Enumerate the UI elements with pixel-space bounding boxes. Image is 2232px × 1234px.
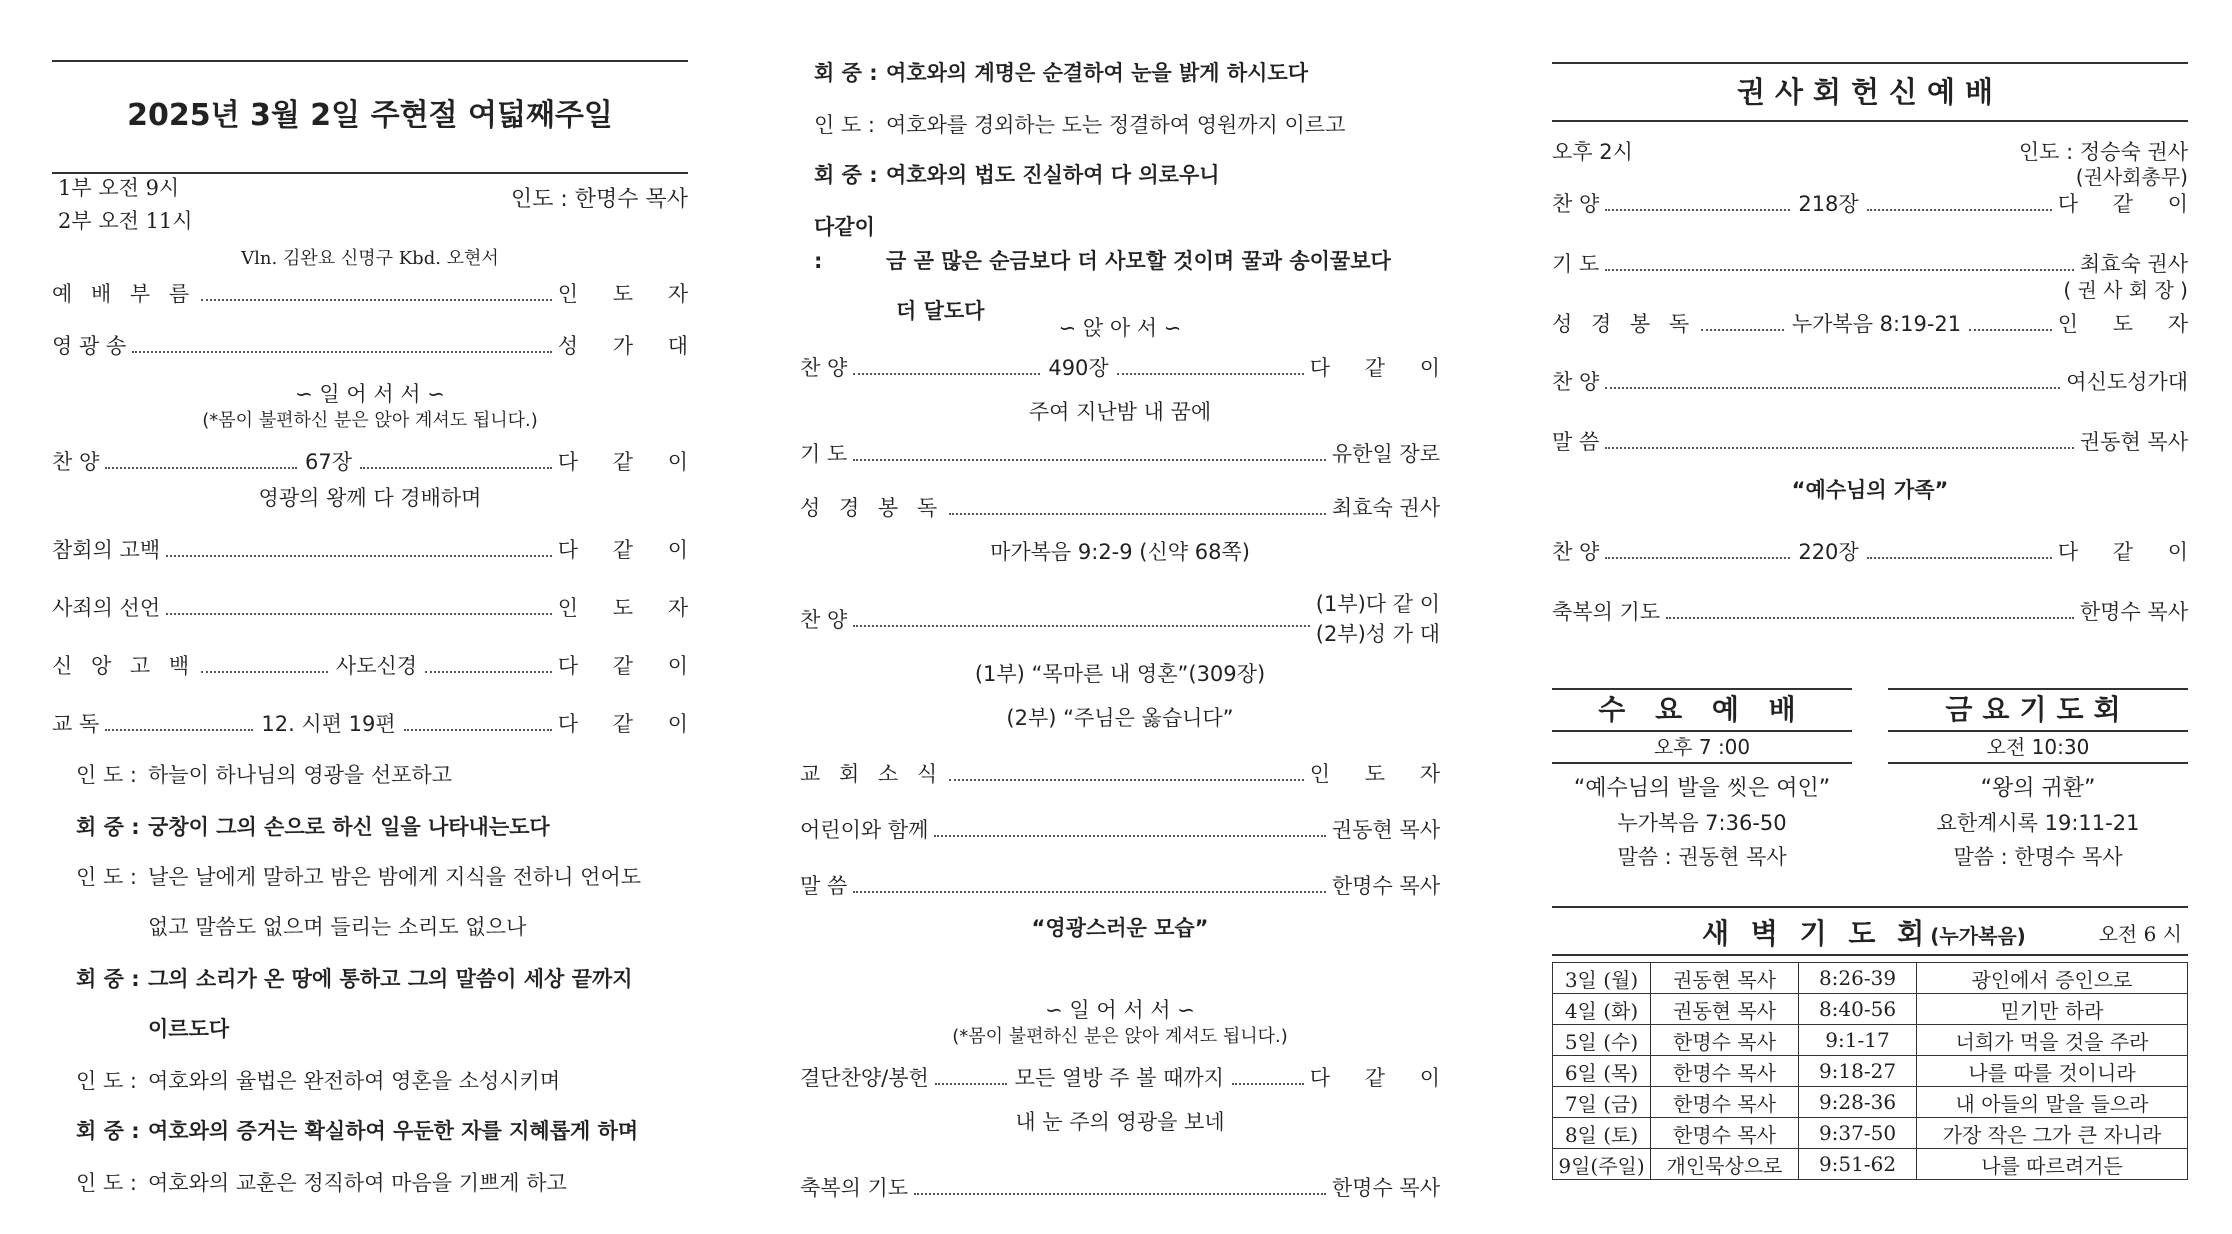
order-row-hymn2: 찬 양 (1부)다 같 이 (2부)성 가 대 <box>800 592 1440 646</box>
order-row-creed: 신 앙 고 백 사도신경 다 같 이 <box>52 654 703 678</box>
table-row <box>1553 1149 2188 1180</box>
service-time-2: 2부 오전 11시 <box>58 209 193 233</box>
friday-prayer-box: 금요기도회 오전 10:30 “왕의 귀환” 요한계시록 19:11-21 말씀 : 한명수 목사 <box>1888 688 2188 874</box>
stand-heading: ∽ 일 어 서 서 ∽ <box>295 382 445 406</box>
table-cell: 6일 (목) <box>1553 1056 1651 1087</box>
table-cell: 8:40-56 <box>1799 994 1917 1025</box>
table-cell: 9:37-50 <box>1799 1118 1917 1149</box>
column-sunday-order-cont <box>800 0 1455 1234</box>
order-row-sermon: 말 씀 한명수 목사 <box>800 874 1440 898</box>
table-row <box>1553 963 2188 994</box>
hymn-title: 영광의 왕께 다 경배하며 <box>258 486 482 510</box>
order-row-hymn: 찬 양 218장 다 같 이 <box>1552 192 2202 216</box>
table-cell: 9:18-27 <box>1799 1056 1917 1087</box>
hymn2-title-1: (1부) “목마른 내 영혼”(309장) <box>974 662 1266 686</box>
reading-line: 회 중 : 여호와의 계명은 순결하여 눈을 밝게 하시도다 <box>814 61 1308 85</box>
table-cell: 가장 작은 그가 큰 자니라 <box>1917 1118 2188 1149</box>
offering-title: 내 눈 주의 영광을 보네 <box>1015 1110 1225 1134</box>
order-row-absolution: 사죄의 선언 인 도 자 <box>52 596 702 620</box>
order-row-prayer: 기 도 최효숙 권사 <box>1552 252 2188 276</box>
reading-line: 인 도 : 여호와의 교훈은 정직하여 마음을 기쁘게 하고 <box>76 1171 567 1195</box>
order-row-hymn-end: 찬 양 220장 다 같 이 <box>1552 540 2202 564</box>
table-cell: 너희가 먹을 것을 주라 <box>1917 1025 2188 1056</box>
table-cell: 5일 (수) <box>1553 1025 1651 1056</box>
order-row-scripture: 성 경 봉 독 누가복음 8:19-21 인 도 자 <box>1552 312 2203 336</box>
reading-line: 인 도 : 여호와를 경외하는 도는 정결하여 영원까지 이르고 <box>814 113 1346 137</box>
table-cell: 믿기만 하라 <box>1917 994 2188 1025</box>
order-row-prayer: 기 도 유한일 장로 <box>800 442 1440 466</box>
page-title: 2025년 3월 2일 주현절 여덟째주일 <box>52 60 688 174</box>
scripture-ref: 마가복음 9:2-9 (신약 68쪽) <box>990 540 1250 564</box>
table-cell: 한명수 목사 <box>1651 1118 1799 1149</box>
reading-line: 인 도 : 여호와의 율법은 완전하여 영혼을 소성시키며 <box>76 1069 561 1093</box>
sermon-title: “영광스러운 모습” <box>1031 916 1209 940</box>
order-row-choir: 찬 양 여신도성가대 <box>1552 370 2188 394</box>
musicians: Vln. 김완요 신명구 Kbd. 오현서 <box>241 248 499 269</box>
order-row-kids: 어린이와 함께 권동현 목사 <box>800 818 1440 842</box>
table-cell: 한명수 목사 <box>1651 1025 1799 1056</box>
order-row-scripture: 성 경 봉 독 최효숙 권사 <box>800 496 1440 520</box>
table-cell: 8일 (토) <box>1553 1118 1651 1149</box>
service-times <box>58 172 193 238</box>
order-row-confession: 참회의 고백 다 같 이 <box>52 538 702 562</box>
reading-line: 인 도 : 하늘이 하나님의 영광을 선포하고 <box>76 763 453 787</box>
service-leader: 인도 : 한명수 목사 <box>510 187 688 212</box>
sermon-title: “예수님의 가족” <box>1791 478 1949 502</box>
table-cell: 나를 따르려거든 <box>1917 1149 2188 1180</box>
wednesday-service-box: 수 요 예 배 오후 7 :00 “예수님의 발을 씻은 여인” 누가복음 7:36-50 말씀 : 권동현 목사 <box>1552 688 1852 874</box>
table-cell: 9:28-36 <box>1799 1087 1917 1118</box>
table-cell: 내 아들의 말을 들으라 <box>1917 1087 2188 1118</box>
table-cell: 9일(주일) <box>1553 1149 1651 1180</box>
order-row-news: 교 회 소 식 인 도 자 <box>800 762 1454 786</box>
stand-heading: ∽ 일 어 서 서 ∽ <box>1045 998 1195 1022</box>
order-row-call: 예 배 부 름 인 도 자 <box>52 282 702 306</box>
table-cell: 개인묵상으로 <box>1651 1149 1799 1180</box>
table-cell: 3일 (월) <box>1553 963 1651 994</box>
order-row-blessing: 축복의 기도 한명수 목사 <box>800 1176 1440 1200</box>
table-cell: 나를 따를 것이니라 <box>1917 1056 2188 1087</box>
service-time-1: 1부 오전 9시 <box>58 176 180 200</box>
table-row <box>1553 994 2188 1025</box>
table-cell: 광인에서 증인으로 <box>1917 963 2188 994</box>
order-row-doxology: 영 광 송 성 가 대 <box>52 334 702 358</box>
table-cell: 권동현 목사 <box>1651 994 1799 1025</box>
reading-line: 회 중 : 궁창이 그의 손으로 하신 일을 나타내는도다 <box>76 815 550 839</box>
dawn-prayer-table <box>1552 962 2188 1180</box>
column-events <box>1552 0 2203 1234</box>
dawn-prayer-header: 새 벽 기 도 회(누가복음) 오전 6 시 <box>1552 906 2188 956</box>
reading-line: 다같이 : 금 곧 많은 순금보다 더 사모할 것이며 꿀과 송이꿀보다 더 달도다 <box>814 215 1391 323</box>
table-cell: 7일 (금) <box>1553 1087 1651 1118</box>
order-row-blessing: 축복의 기도 한명수 목사 <box>1552 600 2188 624</box>
table-row <box>1553 1118 2188 1149</box>
hymn-title: 주여 지난밤 내 꿈에 <box>1028 400 1212 424</box>
order-row-responsive: 교 독 12. 시편 19편 다 같 이 <box>52 712 703 736</box>
order-row-sermon: 말 씀 권동현 목사 <box>1552 430 2188 454</box>
order-row-hymn: 찬 양 490장 다 같 이 <box>800 356 1454 380</box>
table-cell: 한명수 목사 <box>1651 1087 1799 1118</box>
deaconess-time: 오후 2시 <box>1552 140 1633 164</box>
reading-line: 회 중 : 여호와의 증거는 확실하여 우둔한 자를 지혜롭게 하며 <box>76 1119 639 1143</box>
table-cell: 8:26-39 <box>1799 963 1917 994</box>
reading-line: 회 중 : 여호와의 법도 진실하여 다 의로우니 <box>814 163 1220 187</box>
deaconess-service-title: 권사회헌신예배 <box>1552 62 2188 122</box>
table-row <box>1553 1025 2188 1056</box>
order-row-offering: 결단찬양/봉헌 모든 열방 주 볼 때까지 다 같 이 <box>800 1066 1455 1090</box>
table-cell: 9:51-62 <box>1799 1149 1917 1180</box>
reading-line: 회 중 : 그의 소리가 온 땅에 통하고 그의 말씀이 세상 끝까지 이르도다 <box>76 967 633 1041</box>
reading-line: 인 도 : 날은 날에게 말하고 밤은 밤에게 지식을 전하니 언어도 없고 말씀도 없으며 들리는 소리도 없으나 <box>76 865 642 939</box>
prayer-note: ( 권 사 회 장 ) <box>2063 278 2188 302</box>
table-cell: 4일 (화) <box>1553 994 1651 1025</box>
table-cell: 9:1-17 <box>1799 1025 1917 1056</box>
table-cell: 한명수 목사 <box>1651 1056 1799 1087</box>
table-row <box>1553 1087 2188 1118</box>
stand-note: (*몸이 불편하신 분은 앉아 계셔도 됩니다.) <box>202 410 538 431</box>
sit-heading: ∽ 앉 아 서 ∽ <box>1058 316 1182 340</box>
table-cell: 권동현 목사 <box>1651 963 1799 994</box>
stand-note: (*몸이 불편하신 분은 앉아 계셔도 됩니다.) <box>952 1026 1288 1047</box>
order-row-hymn: 찬 양 67장 다 같 이 <box>52 450 703 474</box>
column-sunday-order <box>52 0 703 1234</box>
table-row <box>1553 1056 2188 1087</box>
deaconess-leader: 인도 : 정승숙 권사 (권사회총무) <box>2018 140 2188 189</box>
hymn2-title-2: (2부) “주님은 옳습니다” <box>1006 706 1234 730</box>
